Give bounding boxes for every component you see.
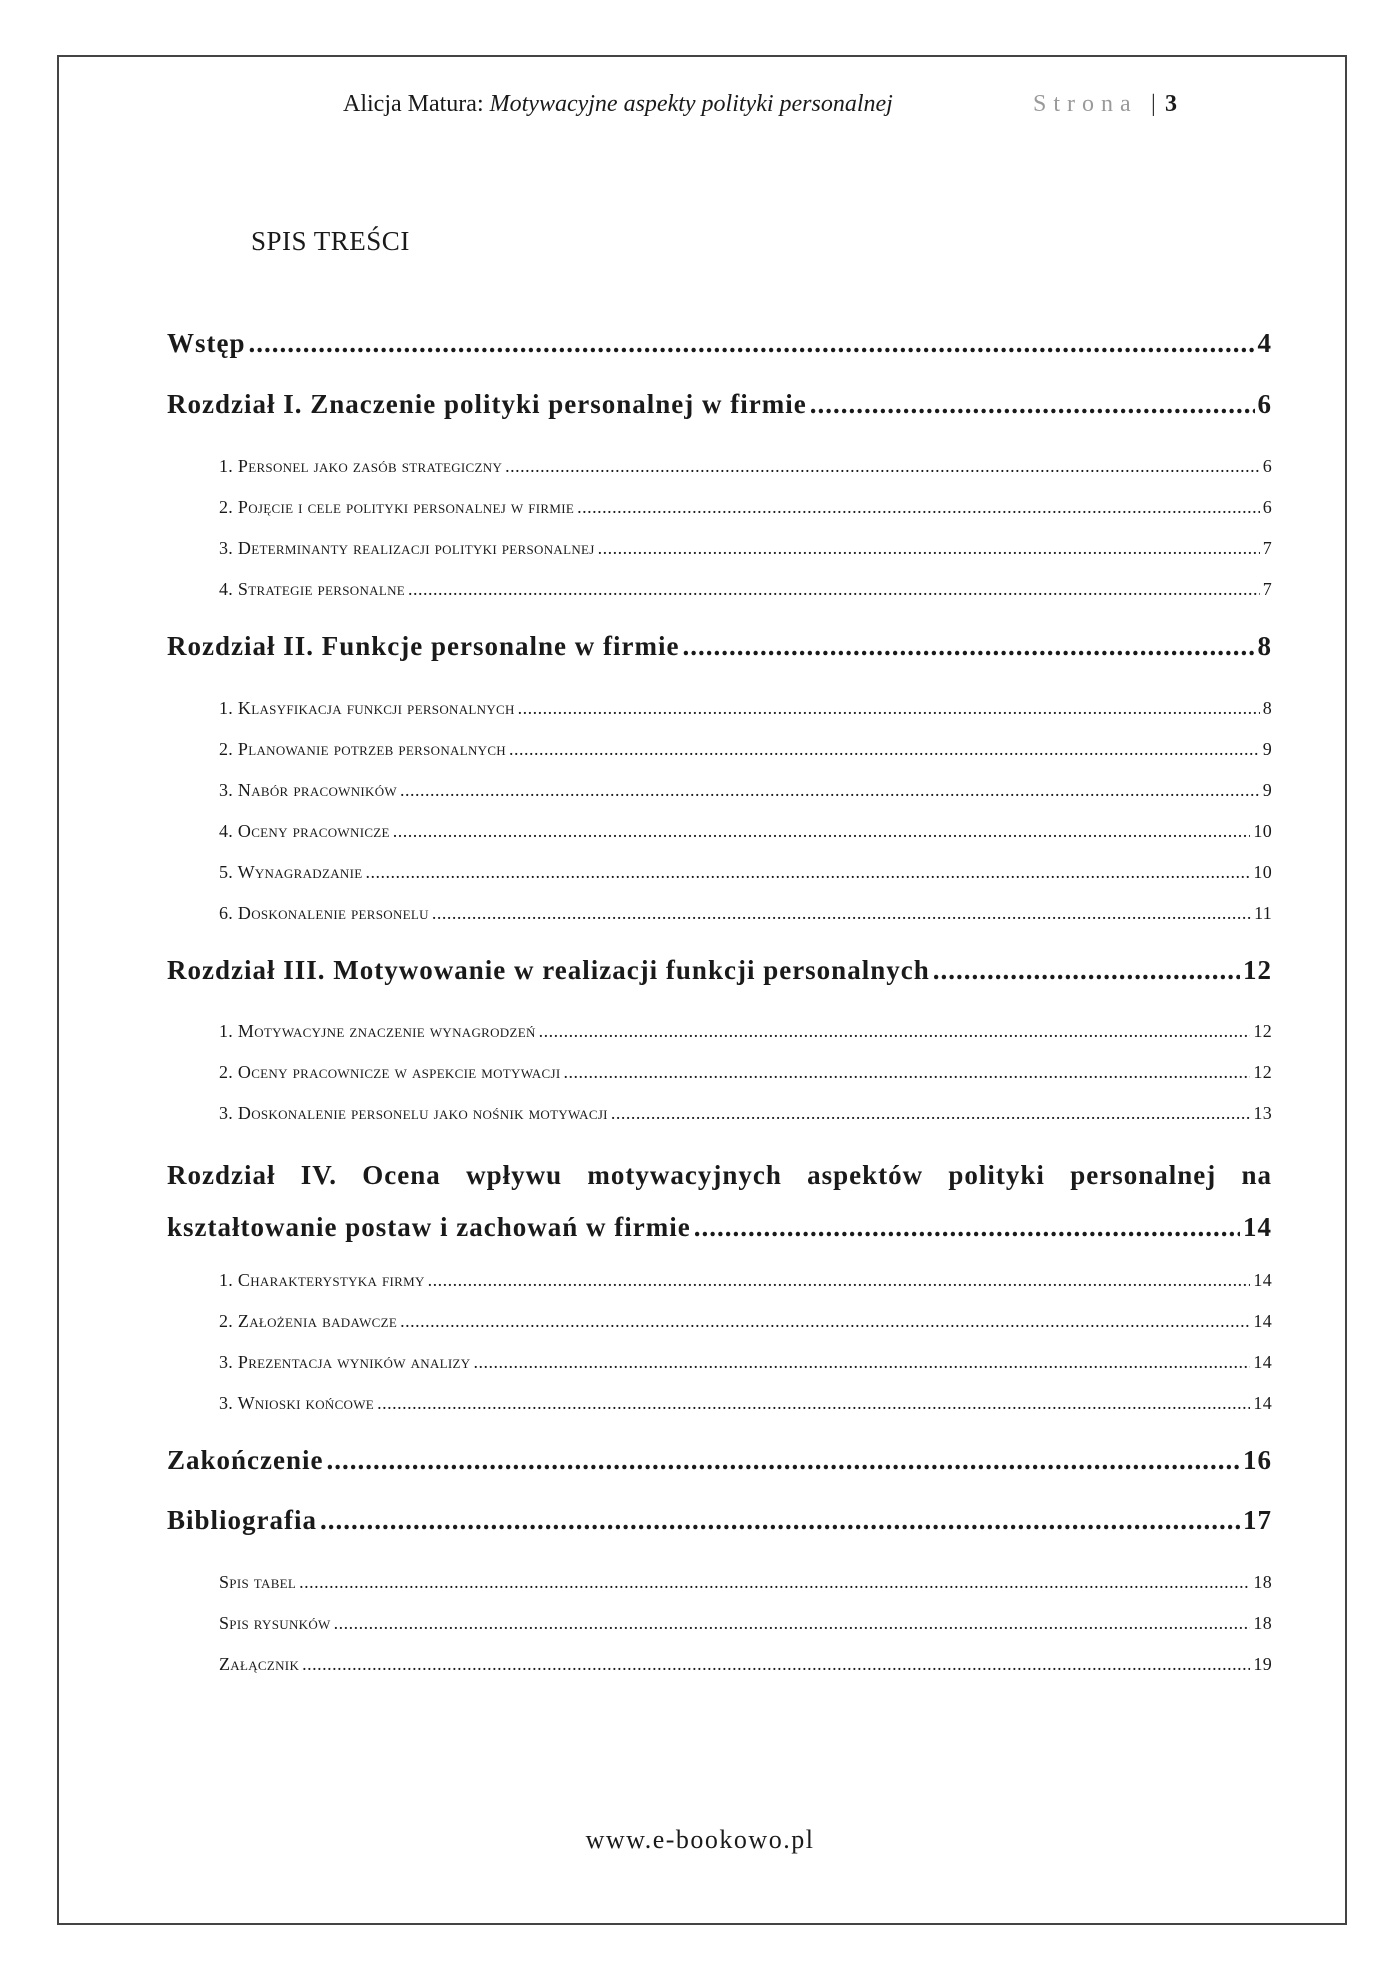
toc-entry-page: 9 — [1262, 739, 1272, 759]
toc-entry-page: 14 — [1243, 1212, 1272, 1242]
header-author-title — [343, 84, 893, 124]
toc-entry-page: 10 — [1253, 821, 1272, 841]
toc-entry-bibliografia[interactable] — [167, 1505, 1272, 1536]
dot-leader — [564, 1062, 1251, 1083]
toc-entry-label: 1. Motywacyjne znaczenie wynagrodzeń — [219, 1021, 536, 1041]
dot-leader — [432, 903, 1251, 924]
header-page-label: Strona — [1033, 91, 1138, 117]
dot-leader — [400, 1311, 1250, 1332]
toc-entry-section-2-3[interactable] — [167, 780, 1272, 801]
toc-entry-page: 16 — [1243, 1445, 1272, 1475]
toc-entry-page: 17 — [1243, 1505, 1272, 1535]
toc-entry-section-3-2[interactable] — [167, 1062, 1272, 1083]
running-header — [0, 84, 1400, 124]
dot-leader — [473, 1352, 1250, 1373]
toc-entry-label: 4. Oceny pracownicze — [219, 821, 390, 841]
dot-leader — [611, 1103, 1251, 1124]
dot-leader — [377, 1393, 1250, 1414]
toc-entry-label: 4. Strategie personalne — [219, 579, 406, 599]
toc-entry-section-2-4[interactable] — [167, 821, 1272, 842]
toc-entry-label: Rozdział III. Motywowanie w realizacji funkcji personalnych — [167, 955, 930, 985]
toc-entry-label: 3. Wnioski końcowe — [219, 1393, 375, 1413]
toc-entry-label: 6. Doskonalenie personelu — [219, 903, 429, 923]
toc-entry-label: 2. Pojęcie i cele polityki personalnej w firmie — [219, 497, 575, 517]
header-author: Alicja Matura: — [343, 91, 490, 117]
toc-entry-page: 19 — [1253, 1654, 1272, 1674]
header-separator: | — [1151, 91, 1156, 117]
dot-leader — [400, 780, 1260, 801]
dot-leader — [365, 862, 1250, 883]
header-book-title: Motywacyjne aspekty polityki personalnej — [489, 91, 893, 117]
toc-entry-spis-tabel[interactable] — [167, 1572, 1272, 1593]
toc-entry-page: 6 — [1257, 389, 1272, 419]
toc-entry-zalacznik[interactable] — [167, 1654, 1272, 1675]
toc-entry-page: 8 — [1257, 631, 1272, 661]
toc-entry-page: 14 — [1253, 1352, 1272, 1372]
toc-entry-label-line-2: kształtowanie postaw i zachowań w firmie — [167, 1212, 691, 1242]
toc-entry-chapter-2[interactable] — [167, 631, 1272, 662]
toc-entry-page: 8 — [1262, 698, 1272, 718]
header-page-number: 3 — [1165, 91, 1177, 117]
toc-entry-label: 3. Nabór pracowników — [219, 780, 397, 800]
footer-website: www.e-bookowo.pl — [585, 1825, 815, 1854]
toc-entry-label: 3. Doskonalenie personelu jako nośnik motywacji — [219, 1103, 608, 1123]
toc-entry-section-2-6[interactable] — [167, 903, 1272, 924]
toc-entry-label: Wstęp — [167, 328, 246, 358]
toc-entry-label: Spis tabel — [219, 1572, 297, 1592]
toc-entry-page: 9 — [1262, 780, 1272, 800]
dot-leader — [327, 1445, 1241, 1476]
toc-entry-label: Załącznik — [219, 1654, 300, 1674]
dot-leader — [505, 456, 1260, 477]
toc-entry-section-2-2[interactable] — [167, 739, 1272, 760]
toc-entry-page: 18 — [1253, 1613, 1272, 1633]
toc-entry-chapter-4[interactable] — [167, 1149, 1272, 1253]
dot-leader — [682, 631, 1254, 662]
toc-entry-page: 6 — [1262, 497, 1272, 517]
toc-entry-label: 1. Klasyfikacja funkcji personalnych — [219, 698, 515, 718]
toc-entry-page: 18 — [1253, 1572, 1272, 1592]
toc-entry-wstep[interactable] — [167, 328, 1272, 359]
toc-entry-page: 12 — [1243, 955, 1272, 985]
dot-leader — [577, 497, 1260, 518]
toc-entry-label: Rozdział II. Funkcje personalne w firmie — [167, 631, 680, 661]
dot-leader — [299, 1572, 1250, 1593]
dot-leader — [393, 821, 1251, 842]
dot-leader — [509, 739, 1260, 760]
toc-entry-page: 6 — [1262, 456, 1272, 476]
dot-leader — [302, 1654, 1250, 1675]
dot-leader — [933, 955, 1240, 986]
dot-leader — [249, 328, 1255, 359]
toc-entry-label: 5. Wynagradzanie — [219, 862, 363, 882]
toc-entry-chapter-1[interactable] — [167, 389, 1272, 420]
toc-entry-label: 2. Planowanie potrzeb personalnych — [219, 739, 506, 759]
toc-entry-label: Bibliografia — [167, 1505, 318, 1535]
dot-leader — [810, 389, 1255, 420]
toc-entry-spis-rysunkow[interactable] — [167, 1613, 1272, 1634]
toc-entry-section-3-3[interactable] — [167, 1103, 1272, 1124]
toc-entry-page: 10 — [1253, 862, 1272, 882]
toc-entry-label: 2. Założenia badawcze — [219, 1311, 398, 1331]
dot-leader — [320, 1505, 1240, 1536]
toc-entry-label: Zakończenie — [167, 1445, 324, 1475]
toc-entry-section-2-5[interactable] — [167, 862, 1272, 883]
dot-leader — [694, 1201, 1240, 1253]
toc-entry-page: 14 — [1253, 1393, 1272, 1413]
toc-entry-page: 14 — [1253, 1311, 1272, 1331]
toc-entry-page: 7 — [1262, 579, 1272, 599]
toc-entry-page: 11 — [1254, 903, 1272, 923]
toc-entry-section-4-3[interactable] — [167, 1352, 1272, 1373]
toc-entry-section-1-3[interactable] — [167, 538, 1272, 559]
toc-entry-section-4-1[interactable] — [167, 1270, 1272, 1291]
dot-leader — [539, 1021, 1251, 1042]
dot-leader — [334, 1613, 1251, 1634]
toc-entry-label: 3. Prezentacja wyników analizy — [219, 1352, 471, 1372]
toc-entry-section-2-1[interactable] — [167, 698, 1272, 719]
toc-entry-page: 7 — [1262, 538, 1272, 558]
toc-entry-zakonczenie[interactable] — [167, 1445, 1272, 1476]
toc-entry-label-line-1: Rozdział IV. Ocena wpływu motywacyjnych aspektów polityki personalnej na — [167, 1160, 1272, 1190]
dot-leader — [598, 538, 1260, 559]
toc-entry-label-line-2-row — [167, 1201, 1272, 1253]
toc-entry-page: 12 — [1253, 1062, 1272, 1082]
toc-entry-section-1-4[interactable] — [167, 579, 1272, 600]
toc-entry-label: 1. Personel jako zasób strategiczny — [219, 456, 503, 476]
toc-entry-label: 2. Oceny pracownicze w aspekcie motywacji — [219, 1062, 561, 1082]
toc-entry-section-4-2[interactable] — [167, 1311, 1272, 1332]
toc-entry-section-3-1[interactable] — [167, 1021, 1272, 1042]
toc-entry-label: Spis rysunków — [219, 1613, 331, 1633]
toc-entry-page: 14 — [1253, 1270, 1272, 1290]
toc-heading: SPIS TREŚCI — [251, 226, 410, 256]
toc-entry-section-4-4[interactable] — [167, 1393, 1272, 1414]
toc-entry-label: 1. Charakterystyka firmy — [219, 1270, 425, 1290]
dot-leader — [518, 698, 1260, 719]
dot-leader — [428, 1270, 1251, 1291]
toc-entry-page: 12 — [1253, 1021, 1272, 1041]
toc-entry-label: 3. Determinanty realizacji polityki personalnej — [219, 538, 595, 558]
toc-entry-label: Rozdział I. Znaczenie polityki personalnej w firmie — [167, 389, 807, 419]
toc-entry-page: 13 — [1253, 1103, 1272, 1123]
toc-entry-section-1-2[interactable] — [167, 497, 1272, 518]
toc-entry-section-1-1[interactable] — [167, 456, 1272, 477]
toc-entry-chapter-3[interactable] — [167, 955, 1272, 986]
dot-leader — [408, 579, 1260, 600]
toc-entry-page: 4 — [1257, 328, 1272, 358]
